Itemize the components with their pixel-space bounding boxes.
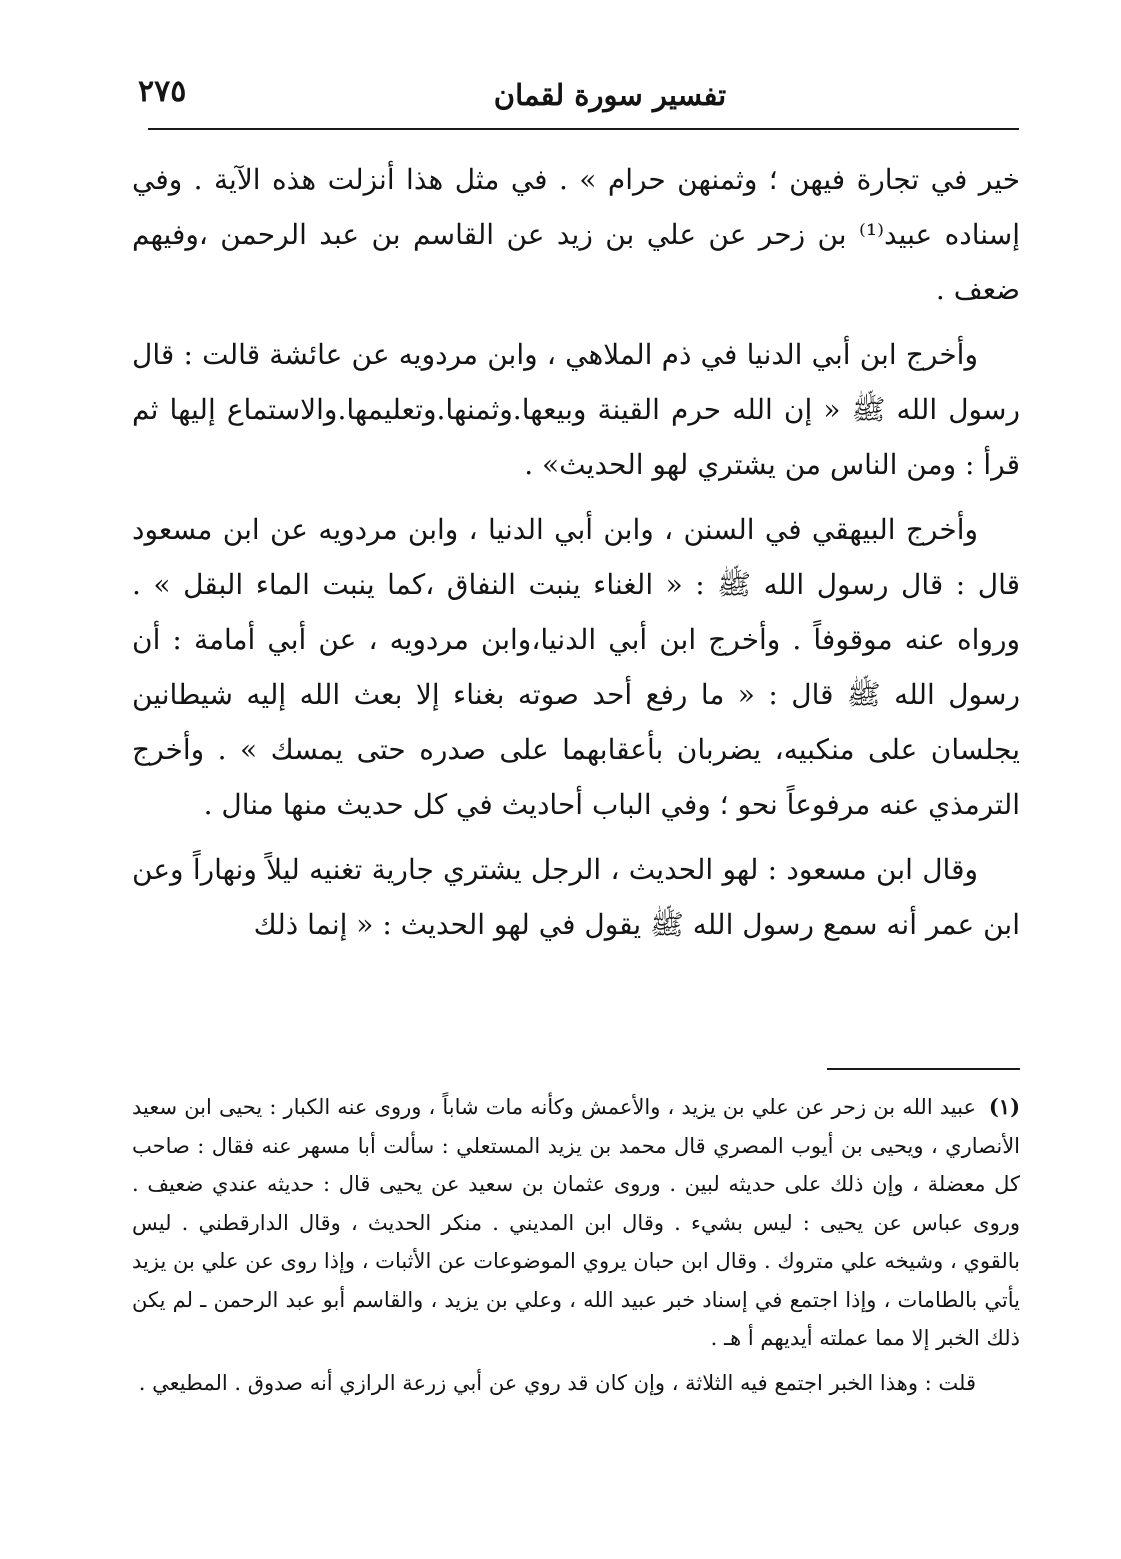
body-paragraph: وأخرج ابن أبي الدنيا في ذم الملاهي ، وابن مردويه عن عائشة قالت : قال رسول الله ﷺ « إن الله حرم القينة وبيعها.وثمنها.وتعليمها.والاستماع إليها ثم قرأ : ومن الناس من يشتري لهو الحديث» . xyxy=(132,338,1020,481)
header-rule xyxy=(148,128,1019,130)
page-number: ٢٧٥ xyxy=(138,74,187,109)
running-title: تفسير سورة لقمان xyxy=(493,78,727,112)
body-paragraph: خير في تجارة فيهن ؛ وثمنهن حرام » . في مثل هذا أنزلت هذه الآية . وفي إسناده عبيد⁽¹⁾ بن زحر عن علي بن زيد عن القاسم بن عبد الرحمن ،وفيهم ضعف . xyxy=(132,163,1020,306)
footnote-text: عبيد الله بن زحر عن علي بن يزيد ، والأعمش وكأنه مات شاباً ، وروى عنه الكبار : يحيى ابن سعيد الأنصاري ، ويحيى بن أيوب المصري قال محمد بن يزيد المستعلي : سألت أبا مسهر عنه فقال : صاحب كل معضلة ، وإن ذلك على حديثه لبين . وروى عثمان بن سعيد عن يحيى قال : حديثه عندي ضعيف . وروى عباس عن يحيى : ليس بشيء . وقال ابن المديني . منكر الحديث ، وقال الدارقطني . ليس بالقوي ، وشيخه علي متروك . وقال ابن حبان يروي الموضوعات عن الأثبات ، وإذا روى عن علي بن يزيد يأتي بالطامات ، وإذا اجتمع في إسناد خبر عبيد الله ، وعلي بن يزيد ، والقاسم أبو عبد الرحمن ـ لم يكن ذلك الخبر إلا مما عملته أيديهم أ هـ . xyxy=(132,1095,1020,1350)
footnote-rule xyxy=(827,1068,1020,1070)
footnote-1 xyxy=(132,1088,1020,1358)
footnote-marker: (١) xyxy=(988,1094,1020,1119)
footnotes xyxy=(132,1088,1020,1402)
footnote-1-continued: قلت : وهذا الخبر اجتمع فيه الثلاثة ، وإن كان قد روي عن أبي زرعة الرازي أنه صدوق . المطيعي . xyxy=(138,1370,976,1395)
body-paragraph: وقال ابن مسعود : لهو الحديث ، الرجل يشتري جارية تغنيه ليلاً ونهاراً وعن ابن عمر أنه سمع رسول الله ﷺ يقول في لهو الحديث : « إنما ذلك xyxy=(132,853,1020,941)
body-text xyxy=(132,152,1020,952)
body-paragraph: وأخرج البيهقي في السنن ، وابن أبي الدنيا ، وابن مردويه عن ابن مسعود قال : قال رسول الله ﷺ : « الغناء ينبت النفاق ،كما ينبت الماء البقل » . ورواه عنه موقوفاً . وأخرج ابن أبي الدنيا،وابن مردويه ، عن أبي أمامة : أن رسول الله ﷺ قال : « ما رفع أحد صوته بغناء إلا بعث الله إليه شيطانين يجلسان على منكبيه، يضربان بأعقابهما على صدره حتى يمسك » . وأخرج الترمذي عنه مرفوعاً نحو ؛ وفي الباب أحاديث في كل حديث منها منال . xyxy=(132,513,1020,821)
